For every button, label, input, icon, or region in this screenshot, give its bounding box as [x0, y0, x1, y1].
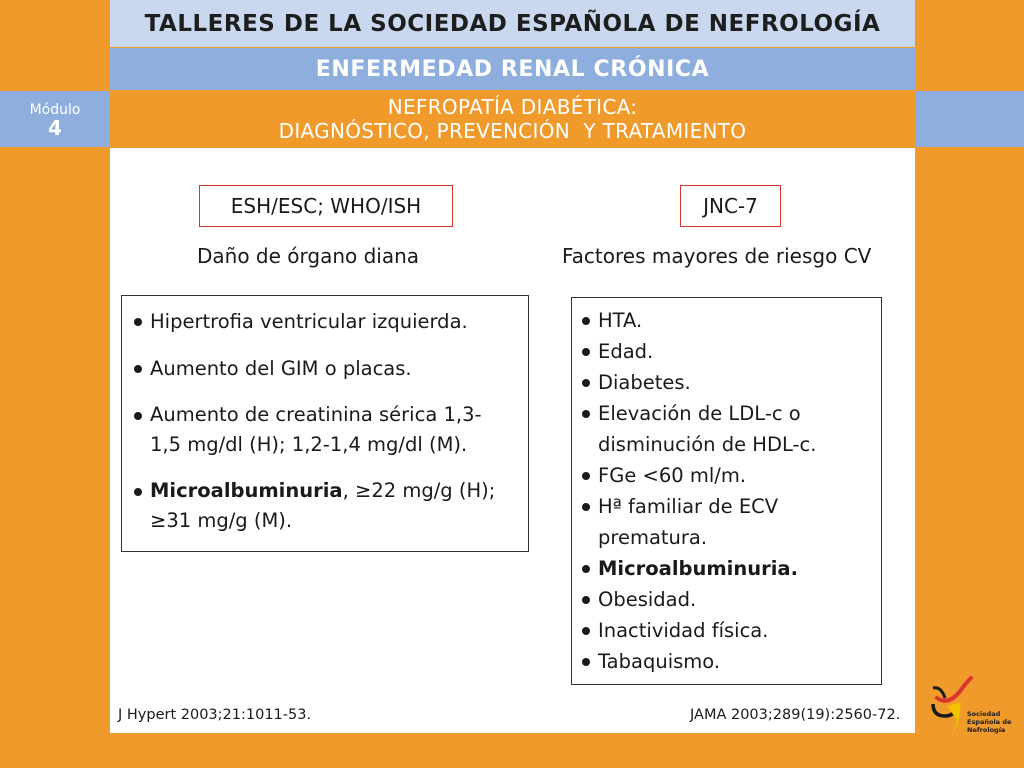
logo-text-line3: Nefrología — [967, 726, 1006, 734]
list-item-text: Inactividad física. — [598, 619, 769, 642]
bullet-icon — [582, 565, 590, 573]
list-item-text-continued: prematura. — [598, 526, 708, 549]
bullet-icon — [134, 318, 142, 326]
target-organ-damage-box — [121, 295, 529, 552]
module-label: Módulo — [29, 102, 81, 118]
list-item — [580, 336, 875, 367]
cv-risk-factors-box — [571, 297, 882, 685]
list-item-text: Hª familiar de ECV — [598, 495, 779, 518]
list-item — [580, 367, 875, 398]
logo-text-line2: Española de — [967, 718, 1012, 726]
list-item — [580, 615, 875, 646]
bullet-icon — [582, 658, 590, 666]
topic-title-line1: NEFROPATÍA DIABÉTICA: — [387, 95, 638, 119]
header-right-cell — [915, 91, 1024, 147]
list-item — [132, 400, 520, 460]
list-item-text: Edad. — [598, 340, 654, 363]
cv-risk-factors-list — [580, 305, 875, 677]
list-item — [580, 646, 875, 677]
list-item-text: Diabetes. — [598, 371, 691, 394]
target-organ-damage-list — [132, 306, 520, 536]
list-item — [580, 491, 875, 553]
list-item-text-continued: 1,5 mg/dl (H); 1,2-1,4 mg/dl (M). — [150, 433, 468, 456]
bullet-icon — [134, 412, 142, 420]
list-item-text: Aumento de creatinina sérica 1,3- — [150, 403, 482, 426]
list-item — [580, 305, 875, 336]
list-item — [132, 306, 520, 337]
list-item — [132, 353, 520, 384]
list-item-bold-text: Microalbuminuria. — [598, 557, 798, 580]
bullet-icon — [582, 410, 590, 418]
target-organ-damage-heading: Daño de órgano diana — [197, 244, 420, 268]
list-item-text: Elevación de LDL-c o — [598, 402, 801, 425]
list-item-text: FGe <60 ml/m. — [598, 464, 747, 487]
bullet-icon — [582, 503, 590, 511]
reference-esh: J Hypert 2003;21:1011-53. — [118, 707, 312, 723]
topic-title-line2: DIAGNÓSTICO, PREVENCIÓN Y TRATAMIENTO — [278, 119, 747, 143]
bullet-icon — [134, 488, 142, 496]
list-item-text: , ≥22 mg/g (H); — [342, 479, 496, 502]
society-title: TALLERES DE LA SOCIEDAD ESPAÑOLA DE NEFROLOGÍA — [144, 10, 881, 37]
logo-text-line1: Sociedad — [967, 710, 1001, 718]
list-item — [132, 476, 520, 536]
list-item — [580, 398, 875, 460]
bullet-icon — [582, 596, 590, 604]
list-item-text-continued: disminución de HDL-c. — [598, 433, 817, 456]
reference-jnc7: JAMA 2003;289(19):2560-72. — [690, 707, 901, 723]
sen-logo-text — [967, 710, 1011, 734]
module-number: 4 — [48, 116, 62, 140]
list-item-text: HTA. — [598, 309, 643, 332]
module-indicator — [0, 96, 110, 142]
list-item-bold-text: Microalbuminuria — [150, 479, 343, 502]
list-item-text: Obesidad. — [598, 588, 697, 611]
list-item — [580, 553, 875, 584]
list-item-text: Aumento del GIM o placas. — [150, 357, 412, 380]
cv-risk-factors-heading: Factores mayores de riesgo CV — [562, 244, 872, 268]
list-item-text: Hipertrofia ventricular izquierda. — [150, 310, 468, 333]
bullet-icon — [582, 627, 590, 635]
list-item-text: Tabaquismo. — [598, 650, 721, 673]
bullet-icon — [582, 317, 590, 325]
course-title: ENFERMEDAD RENAL CRÓNICA — [315, 56, 710, 82]
guideline-tag-esh: ESH/ESC; WHO/ISH — [199, 185, 453, 227]
list-item — [580, 584, 875, 615]
bullet-icon — [134, 365, 142, 373]
bullet-icon — [582, 379, 590, 387]
topic-title — [110, 93, 915, 145]
guideline-tag-jnc7: JNC-7 — [680, 185, 781, 227]
list-item-text-continued: ≥31 mg/g (M). — [150, 509, 293, 532]
list-item — [580, 460, 875, 491]
bullet-icon — [582, 348, 590, 356]
bullet-icon — [582, 472, 590, 480]
